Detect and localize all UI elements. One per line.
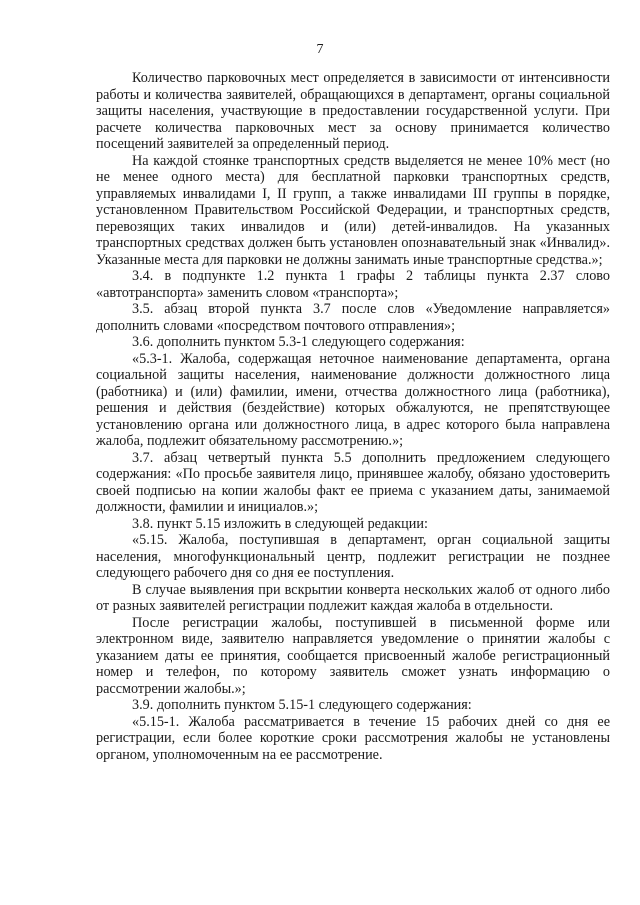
paragraph: Количество парковочных мест определяется в зависимости от интенсивности работы и количества заявителей, обращающихся в департамент, органы социальной защиты населения, участвующие в предоставлении государственной услуги. При расчете количества парковочных мест за основу принимается количество посещений заявителей за определенный период. [96, 70, 610, 152]
paragraph: «5.15-1. Жалоба рассматривается в течение 15 рабочих дней со дня ее регистрации, если более короткие сроки рассмотрения жалобы не установлены органом, уполномоченным на ее рассмотрение. [96, 713, 610, 763]
paragraph: 3.5. абзац второй пункта 3.7 после слов «Уведомление направляется» дополнить словами «посредством почтового отправления»; [96, 301, 610, 334]
paragraph: «5.15. Жалоба, поступившая в департамент, орган социальной защиты населения, многофункциональный центр, подлежит регистрации не позднее следующего рабочего дня со дня ее поступления. [96, 532, 610, 581]
paragraph: «5.3-1. Жалоба, содержащая неточное наименование департамента, органа социальной защиты населения, наименование должности должностного лица (работника) и (или) фамилии, имени, отчества должностного лица (работника), решения и действия (бездействие) которых обжалуются, не препятствующее установлению органа или должностного лица, в адрес которого была направлена жалоба, подлежит обязательному рассмотрению.»; [96, 350, 610, 449]
paragraph: После регистрации жалобы, поступившей в письменной форме или электронном виде, заявителю направляется уведомление о принятии жалобы с указанием даты ее принятия, сообщается присвоенный жалобе регистрационный номер и телефон, по которому заявитель сможет узнать информацию о рассмотрении жалобы.»; [96, 614, 610, 697]
paragraph: 3.4. в подпункте 1.2 пункта 1 графы 2 таблицы пункта 2.37 слово «автотранспорта» заменить словом «транспорта»; [96, 268, 610, 301]
paragraph: 3.6. дополнить пунктом 5.3-1 следующего содержания: [132, 334, 465, 350]
paragraph: 3.8. пункт 5.15 изложить в следующей редакции: [132, 515, 428, 532]
paragraph: 3.9. дополнить пунктом 5.15-1 следующего содержания: [132, 697, 472, 713]
paragraph: 3.7. абзац четвертый пункта 5.5 дополнить предложением следующего содержания: «По просьбе заявителя лицо, принявшее жалобу, обязано удостоверить своей подписью на копии жалобы факт ее приема с указанием даты, занимаемой должности, фамилии и инициалов.»; [96, 449, 610, 515]
paragraph: На каждой стоянке транспортных средств выделяется не менее 10% мест (но не менее одного места) для бесплатной парковки транспортных средств, управляемых инвалидами I, II групп, а также инвалидами III группы в порядке, установленном Правительством Российской Федерации, и транспортных средств, перевозящих таких инвалидов и (или) детей-инвалидов. На указанных транспортных средствах должен быть установлен опознавательный знак «Инвалид». Указанные места для парковки не должны занимать иные транспортные средства.»; [96, 152, 610, 268]
page-number: 7 [316, 42, 324, 57]
document-body [96, 70, 610, 763]
paragraph: В случае выявления при вскрытии конверта нескольких жалоб от одного либо от разных заявителей регистрации подлежит каждая жалоба в отдельности. [96, 581, 610, 614]
